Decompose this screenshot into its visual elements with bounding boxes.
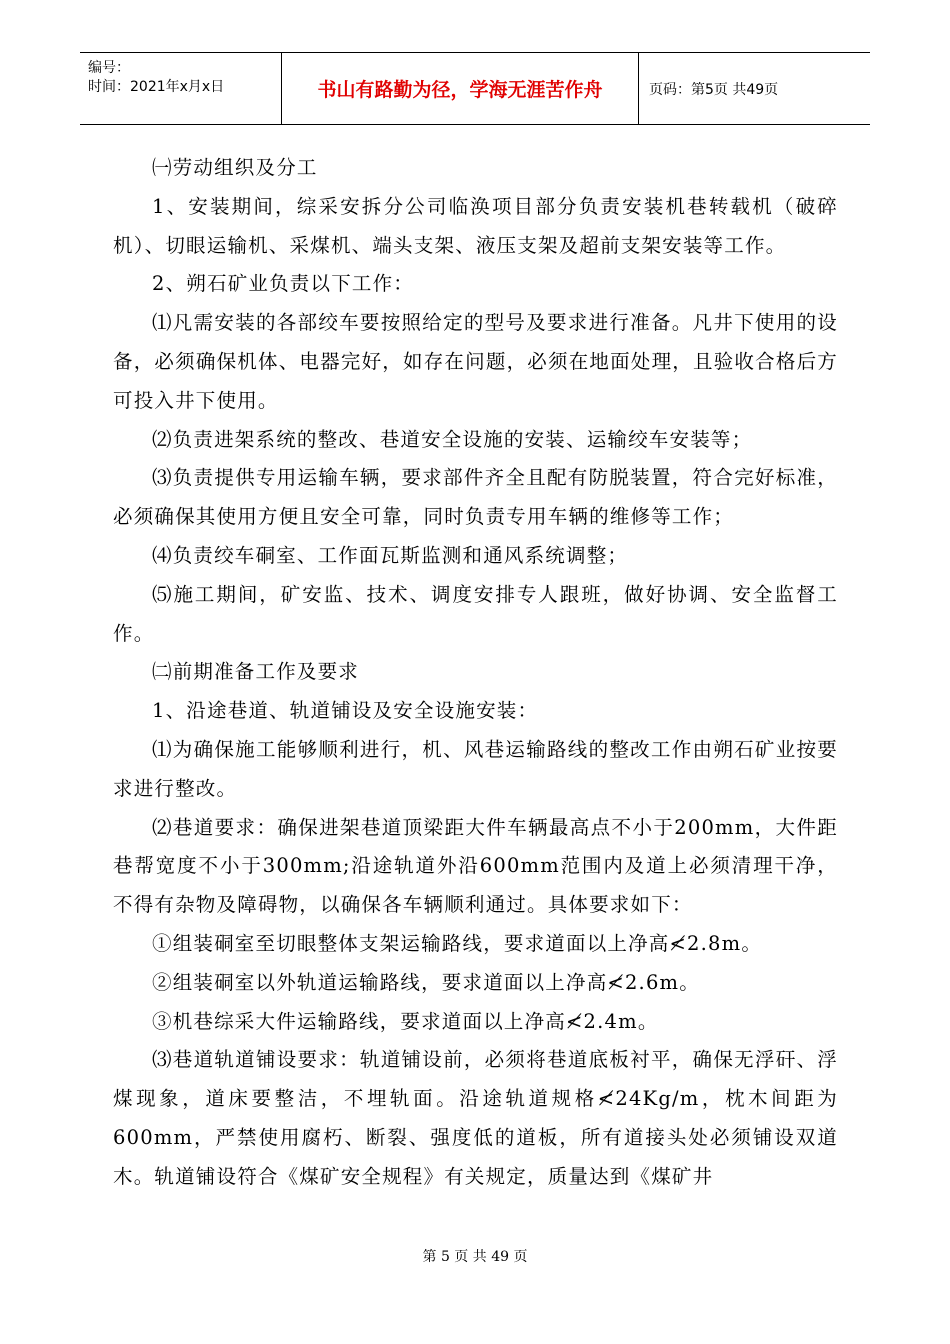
paragraph: ⑶巷道轨道铺设要求：轨道铺设前，必须将巷道底板衬平，确保无浮矸、浮煤现象，道床要整洁，不埋轨面。沿途轨道规格≮24Kg/m，枕木间距为600mm，严禁使用腐朽、断裂、强度低的道板，所有道接头处必须铺设双道木。轨道铺设符合《煤矿安全规程》有关规定，质量达到《煤矿井	[113, 1048, 838, 1188]
paragraph: ⑸施工期间，矿安监、技术、调度安排专人跟班，做好协调、安全监督工作。	[113, 582, 838, 645]
paragraph: ⑶负责提供专用运输车辆，要求部件齐全且配有防脱装置，符合完好标准，必须确保其使用方便且安全可靠，同时负责专用车辆的维修等工作；	[113, 466, 838, 529]
header-page-info: 页码：第5页 共49页	[649, 81, 779, 98]
list-item: ①组装硐室至切眼整体支架运输路线，要求道面以上净高≮2.8m。	[152, 931, 763, 955]
paragraph: 1、安装期间，综采安拆分公司临涣项目部分负责安装机巷转载机（破碎机）、切眼运输机、采煤机、端头支架、液压支架及超前支架安装等工作。	[113, 194, 838, 257]
paragraph: ⑴凡需安装的各部绞车要按照给定的型号及要求进行准备。凡井下使用的设备，必须确保机体、电器完好，如存在问题，必须在地面处理，且验收合格后方可投入井下使用。	[113, 311, 838, 412]
paragraph: ⑵负责进架系统的整改、巷道安全设施的安装、运输绞车安装等；	[152, 427, 753, 451]
section-heading: ㈡前期准备工作及要求	[152, 660, 360, 684]
list-item: ③机巷综采大件运输路线，要求道面以上净高≮2.4m。	[152, 1009, 659, 1033]
paragraph: 1、沿途巷道、轨道铺设及安全设施安装：	[152, 699, 539, 723]
paragraph: ⑴为确保施工能够顺利进行，机、风巷运输路线的整改工作由朔石矿业按要求进行整改。	[113, 737, 838, 800]
page-header	[80, 52, 870, 125]
number-label: 编号：	[88, 60, 130, 76]
list-item: ②组装硐室以外轨道运输路线，要求道面以上净高≮2.6m。	[152, 970, 700, 994]
page-footer: 第 5 页 共 49 页	[422, 1249, 528, 1265]
header-meta	[80, 53, 282, 124]
header-motto: 书山有路勤为径，学海无涯苦作舟	[282, 53, 639, 124]
paragraph: ⑷负责绞车硐室、工作面瓦斯监测和通风系统调整；	[152, 543, 629, 567]
paragraph: ⑵巷道要求：确保进架巷道顶梁距大件车辆最高点不小于200mm，大件距巷帮宽度不小于300mm;沿途轨道外沿600mm范围内及道上必须清理干净，不得有杂物及障碍物，以确保各车辆顺利通过。具体要求如下：	[113, 815, 838, 917]
document-body	[113, 149, 838, 1197]
paragraph: 2、朔石矿业负责以下工作：	[152, 272, 415, 296]
section-heading: ㈠劳动组织及分工	[152, 156, 318, 179]
date-label: 时间：2021年x月x日	[88, 79, 225, 95]
